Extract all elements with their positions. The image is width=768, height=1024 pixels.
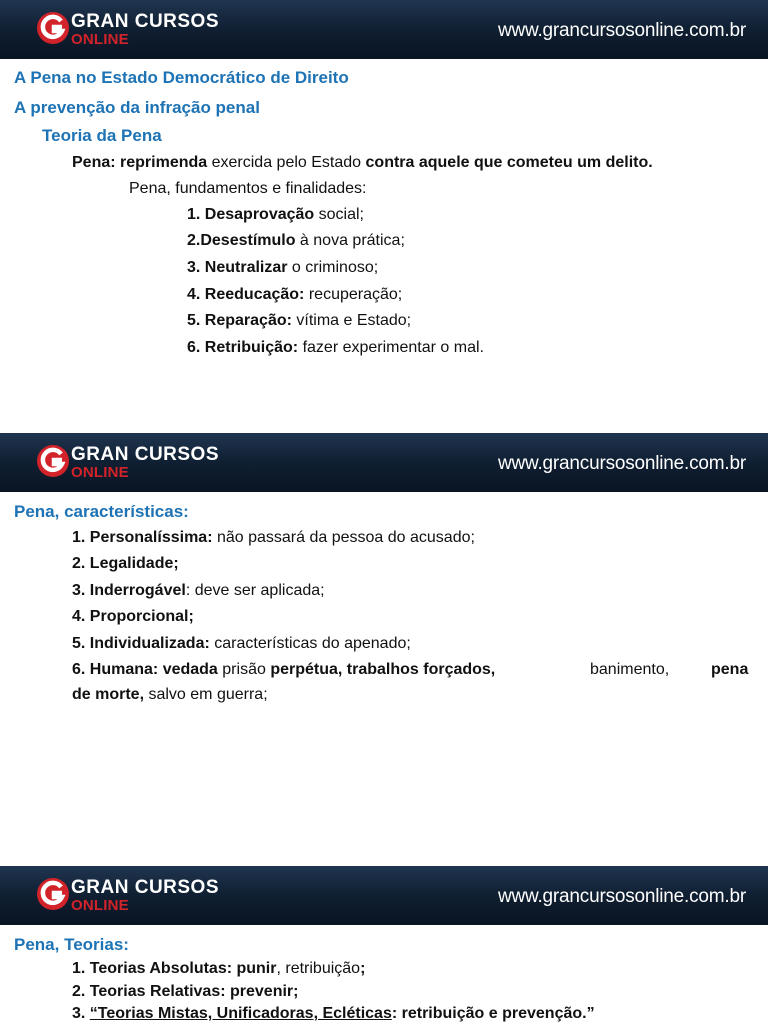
item-text: prisão <box>222 661 266 678</box>
g-logo-icon <box>35 10 71 46</box>
website-url: www.grancursosonline.com.br <box>497 453 746 474</box>
item-label: 2.Desestímulo <box>187 232 296 249</box>
logo-online-text: ONLINE <box>71 464 129 481</box>
list-item <box>187 206 364 224</box>
slide-1 <box>0 0 768 433</box>
item-label: 5. Reparação: <box>187 312 292 329</box>
item-text: : retribuição e prevenção.” <box>391 1005 595 1022</box>
item-label: 6. Humana: vedada <box>72 661 218 678</box>
slide-title: A Pena no Estado Democrático de Direito <box>14 68 349 87</box>
def-keyword: reprimenda <box>120 154 208 171</box>
item-label: 5. Individualizada: <box>72 635 210 652</box>
brand-logo <box>35 443 225 483</box>
slide-subtitle: A prevenção da infração penal <box>14 98 260 117</box>
header-divider <box>0 57 768 59</box>
header-divider <box>0 490 768 492</box>
item-label: 6. Retribuição: <box>187 339 299 356</box>
website-url: www.grancursosonline.com.br <box>497 886 746 907</box>
item-text: vítima e Estado; <box>291 312 412 329</box>
item-text: recuperação; <box>304 286 403 303</box>
def-middle: exercida pelo Estado <box>211 154 362 171</box>
brand-logo <box>35 10 225 50</box>
list-item <box>72 582 325 600</box>
item-text: o criminoso; <box>287 259 379 276</box>
item-label: 2. Legalidade; <box>72 555 179 572</box>
item-underlined: “Teorias Mistas, Unificadoras, Ecléticas <box>89 1005 392 1022</box>
list-item <box>187 312 411 330</box>
item-label: 3. Inderrogável <box>72 582 186 599</box>
item-punct: ; <box>360 960 366 977</box>
item-text: à nova prática; <box>295 232 405 249</box>
item-text: , retribuição <box>276 960 361 977</box>
list-item <box>72 529 475 547</box>
item-text-banimento: banimento, <box>590 661 670 678</box>
logo-gran-text: GRAN CURSOS <box>71 444 220 465</box>
item-label: 1. Teorias Absolutas: punir <box>72 960 277 977</box>
list-item <box>72 1005 595 1023</box>
item-label: 1. Desaprovação <box>187 206 315 223</box>
item-label: 3. <box>72 1005 86 1022</box>
slide-title: Pena, características: <box>14 502 189 521</box>
brand-logo <box>35 876 225 916</box>
slide-title: Pena, Teorias: <box>14 935 129 954</box>
g-logo-icon <box>35 876 71 912</box>
item-text: características do apenado; <box>209 635 411 652</box>
list-item <box>187 232 405 250</box>
item-text: salvo em guerra; <box>148 686 268 703</box>
list-item <box>72 608 194 626</box>
item-label: 4. Reeducação: <box>187 286 305 303</box>
list-item <box>72 555 179 573</box>
item-bold-text: de morte, <box>72 686 145 703</box>
website-url: www.grancursosonline.com.br <box>497 20 746 41</box>
list-item <box>72 635 411 653</box>
list-item <box>187 286 402 304</box>
fundamentos-intro: Pena, fundamentos e finalidades: <box>129 180 367 197</box>
item-label: 4. Proporcional; <box>72 608 194 625</box>
list-item: 2. Teorias Relativas: prevenir; <box>72 983 299 1000</box>
list-item <box>187 339 484 357</box>
g-logo-icon <box>35 443 71 479</box>
def-end: contra aquele que cometeu um delito. <box>365 154 653 171</box>
slide-2 <box>0 433 768 866</box>
item-label: 1. Personalíssima: <box>72 529 213 546</box>
list-item <box>187 259 378 277</box>
list-item-humana-cont <box>72 686 268 704</box>
item-text: social; <box>314 206 364 223</box>
header-bar <box>0 0 768 57</box>
logo-online-text: ONLINE <box>71 897 129 914</box>
list-item <box>72 960 365 978</box>
section-heading: Teoria da Pena <box>42 126 162 145</box>
item-text: : deve ser aplicada; <box>185 582 325 599</box>
def-term: Pena: <box>72 154 116 171</box>
header-divider <box>0 923 768 925</box>
item-text: não passará da pessoa do acusado; <box>212 529 475 546</box>
list-item-humana <box>72 661 495 679</box>
logo-online-text: ONLINE <box>71 31 129 48</box>
item-label: 3. Neutralizar <box>187 259 288 276</box>
item-bold-text: perpétua, trabalhos forçados, <box>270 661 496 678</box>
item-text-pena: pena <box>711 661 749 678</box>
definition-line <box>72 154 653 172</box>
logo-gran-text: GRAN CURSOS <box>71 877 220 898</box>
header-bar <box>0 433 768 490</box>
logo-gran-text: GRAN CURSOS <box>71 11 220 32</box>
item-text: fazer experimentar o mal. <box>298 339 484 356</box>
header-bar <box>0 866 768 923</box>
slide-3 <box>0 866 768 1024</box>
